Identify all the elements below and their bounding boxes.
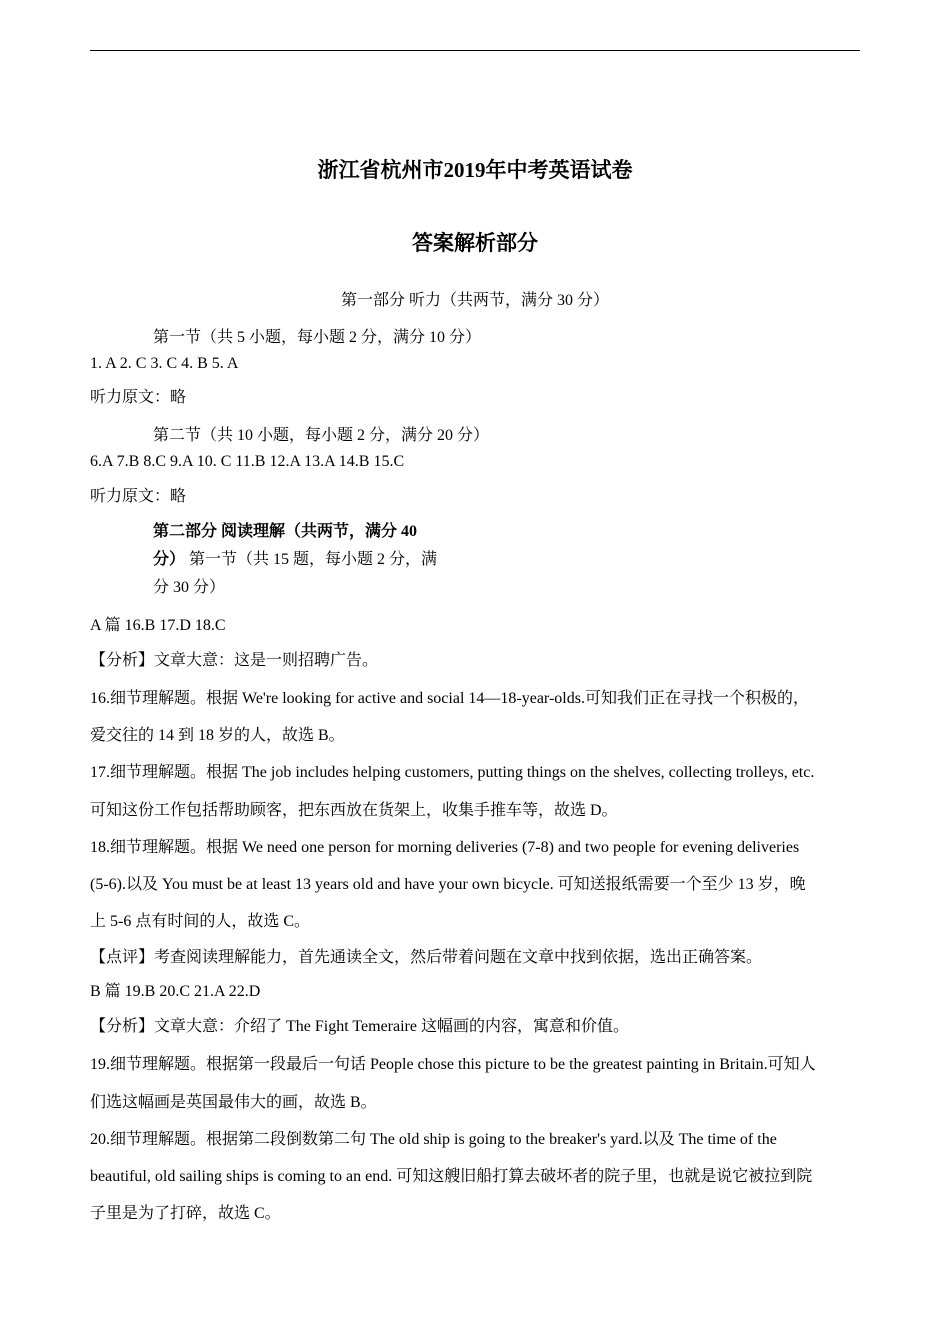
document-subtitle: 答案解析部分 (412, 231, 538, 255)
part2-header-score-end: 分） (153, 551, 186, 568)
passage-b-analysis: 【分析】文章大意：介绍了 The Fight Temeraire 这幅画的内容，寓意和价值。 (90, 1018, 629, 1035)
q20-explanation-line2: beautiful, old sailing ships is coming to an end. 可知这艘旧船打算去破坏者的院子里，也就是说它被拉到院 (90, 1168, 813, 1185)
part1-section2-header: 第二节（共 10 小题，每小题 2 分，满分 20 分） (153, 427, 490, 444)
q16-explanation-line2: 爱交往的 14 到 18 岁的人，故选 B。 (90, 727, 345, 744)
q20-explanation-line3: 子里是为了打碎，故选 C。 (90, 1205, 281, 1222)
q19-explanation-line2: 们选这幅画是英国最伟大的画，故选 B。 (90, 1094, 377, 1111)
q18-explanation-line2: (5-6).以及 You must be at least 13 years old and have your own bicycle. 可知送报纸需要一个至少 13 岁，晚 (90, 876, 806, 893)
q19-explanation-line1: 19.细节理解题。根据第一段最后一句话 People chose this picture to be the greatest painting in Britain.可知人 (90, 1056, 816, 1073)
part1-header: 第一部分 听力（共两节，满分 30 分） (340, 292, 609, 309)
q17-explanation-line2: 可知这份工作包括帮助顾客，把东西放在货架上，收集手推车等，故选 D。 (90, 802, 618, 819)
passage-b-answers: B 篇 19.B 20.C 21.A 22.D (90, 983, 261, 1000)
part1-section2-answers: 6.A 7.B 8.C 9.A 10. C 11.B 12.A 13.A 14.B 15.C (90, 453, 405, 470)
part2-header-line1: 第二部分 阅读理解（共两节，满分 40 (153, 523, 418, 540)
part1-section1-answers: 1. A 2. C 3. C 4. B 5. A (90, 355, 239, 372)
document-title: 浙江省杭州市2019年中考英语试卷 (317, 158, 633, 182)
part1-section1-transcript: 听力原文：略 (90, 389, 187, 406)
part2-section1-header: 第一节（共 15 题，每小题 2 分，满 (185, 551, 438, 568)
q20-explanation-line1: 20.细节理解题。根据第二段倒数第二句 The old ship is going to the breaker's yard.以及 The time of the (90, 1131, 777, 1148)
q16-explanation-line1: 16.细节理解题。根据 We're looking for active and social 14—18-year-olds.可知我们正在寻找一个积极的， (90, 690, 809, 707)
header-rule (90, 50, 860, 51)
passage-a-answers: A 篇 16.B 17.D 18.C (90, 617, 226, 634)
part1-section2-transcript: 听力原文：略 (90, 488, 187, 505)
part2-header-line2 (153, 550, 928, 570)
part1-section1-header: 第一节（共 5 小题，每小题 2 分，满分 10 分） (153, 329, 482, 346)
passage-a-comment: 【点评】考查阅读理解能力，首先通读全文，然后带着问题在文章中找到依据，选出正确答案。 (90, 949, 763, 966)
part2-header-line3: 分 30 分） (153, 579, 226, 596)
q18-explanation-line1: 18.细节理解题。根据 We need one person for morning deliveries (7-8) and two people for evening deliveries (90, 839, 800, 856)
q17-explanation-line1: 17.细节理解题。根据 The job includes helping customers, putting things on the shelves, collecting trolleys, etc. (90, 764, 815, 781)
q18-explanation-line3: 上 5-6 点有时间的人，故选 C。 (90, 913, 311, 930)
passage-a-analysis: 【分析】文章大意：这是一则招聘广告。 (90, 652, 379, 669)
